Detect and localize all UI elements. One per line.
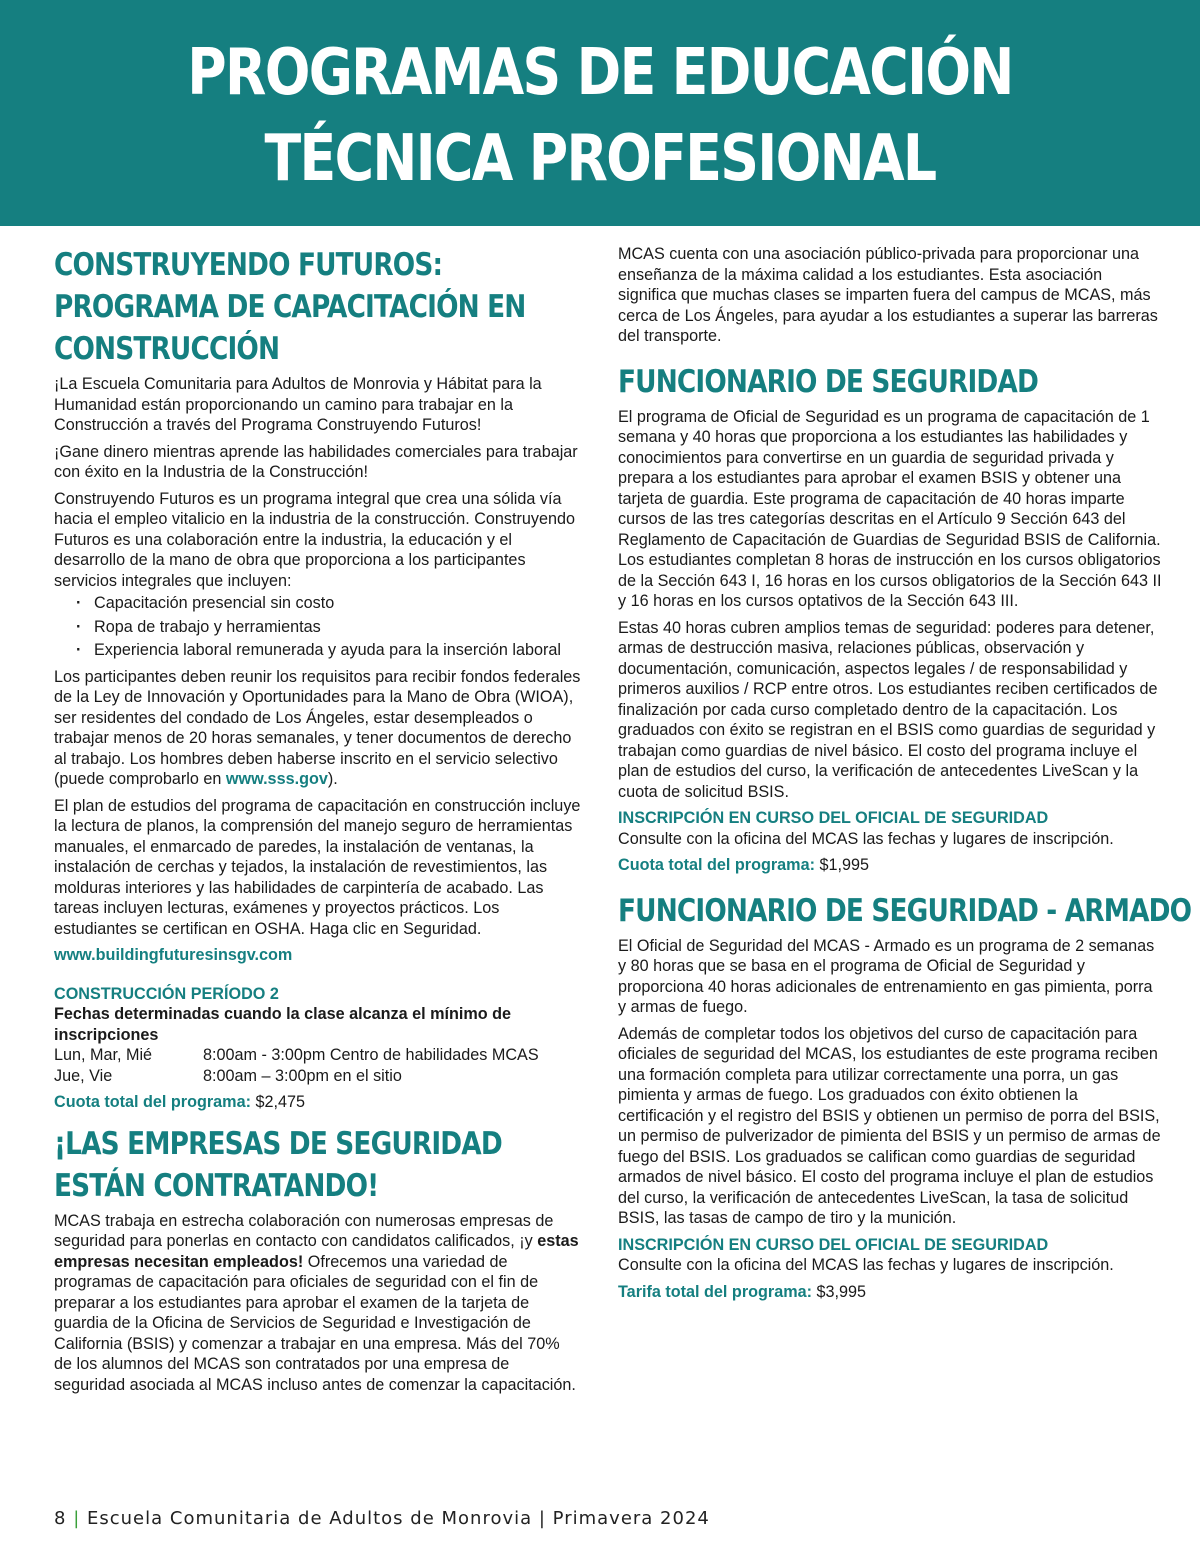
schedule-row [54,1045,582,1066]
footer-separator: | [73,1508,81,1529]
list-item: · Ropa de trabajo y herramientas [76,617,582,638]
eligibility-text: Los participantes deben reunir los requisitos para recibir fondos federales de la Ley de Innovación y Oportunidades para la Mano de Obra (WIOA), ser residentes del condado de Los Ángeles, estar desempleados o trabajar menos de 20 horas semanales, y tener documentos de derecho al trabajo. Los hombres deben haberse inscrito en el servicio selectivo (puede comprobarlo en [54,667,581,788]
page-title-line-1: PROGRAMAS DE EDUCACIÓN [187,36,1013,110]
enrollment-text: Consulte con la oficina del MCAS las fechas y lugares de inscripción. [618,829,1114,848]
program-description: Construyendo Futuros es un programa integral que crea una sólida vía hacia el empleo vitalicio en la industria de la construcción. Construyendo Futuros es una colaboración entre la industria, la educación y el desarrollo de la mano de obra que proporciona a los participantes servicios integrales que incluyen: [54,489,575,590]
right-column [618,244,1192,1308]
partnership-paragraph: MCAS cuenta con una asociación público-privada para proporcionar una enseñanza de la máxima calidad a los estudiantes. Esta asociación significa que muchas clases se imparten fuera del campus de MCAS, más cerca de Los Ángeles, para ayudar a los estudiantes a superar las barreras del transporte. [618,245,1158,345]
footer-text: Escuela Comunitaria de Adultos de Monrovia | Primavera 2024 [87,1508,710,1529]
hiring-heading [54,1123,503,1207]
building-futures-link[interactable]: www.buildingfuturesinsgv.com [54,946,293,964]
fee-label: Tarifa total del programa: [618,1282,812,1301]
security-fee [618,855,1163,876]
earn-paragraph: ¡Gane dinero mientras aprende las habilidades comerciales para trabajar con éxito en la Industria de la Construcción! [54,442,578,481]
schedule-days: Lun, Mar, Mié [54,1046,153,1064]
eligibility-paragraph [54,667,582,790]
fee-label: Cuota total del programa: [618,856,815,874]
list-item: · Capacitación presencial sin costo [76,593,582,614]
construction-heading-line-3: CONSTRUCCIÓN [54,331,280,367]
construction-heading-line-1: CONSTRUYENDO FUTUROS: [54,247,443,283]
services-list [54,593,582,661]
security-topics-paragraph: Estas 40 horas cubren amplios temas de seguridad: poderes para detener, armas de destrucción masiva, relaciones públicas, observación y documentación, comunicación, aspectos legales / de responsabilidad y primeros auxilios / RCP entre otros. Los estudiantes reciben certificados de finalización por cada curso completado dentro de la capacitación. Los graduados con éxito se registran en el BSIS como guardias de seguridad y trabajan como guardias de nivel básico. El costo del programa incluye el plan de estudios del curso, la verificación de antecedentes LiveScan y la cuota de solicitud BSIS. [618,618,1158,801]
curriculum-paragraph: El plan de estudios del programa de capacitación en construcción incluye la lectura de planos, la comprensión del manejo seguro de herramientas manuales, el enmarcado de paredes, la instalación de ventanas, la instalación de cerchas y tejados, la instalación de revestimientos, las molduras interiores y las habilidades de carpintería de acabado. Las tareas incluyen lecturas, exámenes y proyectos prácticos. Los estudiantes se certifican en OSHA. Haga clic en Seguridad. [54,796,581,938]
period-title: CONSTRUCCIÓN PERÍODO 2 [54,984,279,1003]
eligibility-end: ). [327,770,338,788]
page-number: 8 [54,1508,67,1529]
fee-value: $1,995 [819,856,869,874]
hiring-paragraph [54,1211,582,1396]
construction-heading [54,244,526,370]
sss-link[interactable]: www.sss.gov [225,770,328,788]
security-officer-heading: FUNCIONARIO DE SEGURIDAD [618,363,1038,400]
page-title-line-2: TÉCNICA PROFESIONAL [264,122,936,196]
schedule-time: 8:00am – 3:00pm en el sitio [203,1066,402,1085]
hiring-heading-line-2: ESTÁN CONTRATANDO! [54,1167,379,1204]
security-program-paragraph: El programa de Oficial de Seguridad es un programa de capacitación de 1 semana y 40 horas que proporciona a los estudiantes las habilidades y conocimientos para convertirse en un guardia de seguridad privada y prepara a los estudiantes para aprobar el examen BSIS y obtener una tarjeta de guardia. Este programa de capacitación de 40 horas imparte cursos de las tres categorías descritas en el Artículo 9 Sección 643 del Reglamento de Capacitación de Guardias de Seguridad BSIS de California. Los estudiantes completan 8 horas de instrucción en los cursos obligatorios de la Sección 643 I, 16 horas en los cursos obligatorios de la Sección 643 II y 16 horas en los cursos optativos de la Sección 643 III. [618,407,1162,610]
enrollment-title: INSCRIPCIÓN EN CURSO DEL OFICIAL DE SEGURIDAD [618,809,1049,827]
left-column [54,244,582,1401]
fee-label: Cuota total del programa: [54,1093,251,1111]
enrollment-title: INSCRIPCIÓN EN CURSO DEL OFICIAL DE SEGURIDAD [618,1235,1049,1254]
page-title [96,0,1104,202]
dates-note: Fechas determinadas cuando la clase alcanza el mínimo de inscripciones [54,1005,512,1044]
armed-objectives-paragraph: Además de completar todos los objetivos del curso de capacitación para oficiales de seguridad del MCAS, los estudiantes de este programa reciben una formación completa para utilizar correctamente una porra, un gas pimienta y armas de fuego. Los graduados con éxito obtienen la certificación y el registro del BSIS y obtienen un permiso de porra del BSIS, un permiso de pulverizador de pimienta del BSIS y un permiso de armas de fuego del BSIS. Los graduados se califican como guardias de seguridad armados de nivel básico. El costo del programa incluye el plan de estudios del curso, la verificación de antecedentes LiveScan, la tasa de solicitud BSIS, las tasas de campo de tiro y la munición. [618,1024,1161,1227]
construction-heading-line-2: PROGRAMA DE CAPACITACIÓN EN [54,289,526,325]
armed-program-paragraph: El Oficial de Seguridad del MCAS - Armado es un programa de 2 semanas y 80 horas que se basa en el programa de Oficial de Seguridad y proporciona 40 horas adicionales de entrenamiento en gas pimienta, porra y armas de fuego. [618,936,1155,1016]
hiring-text-end: Ofrecemos una variedad de programas de capacitación para oficiales de seguridad con el fin de preparar a los estudiantes para aprobar el examen de la tarjeta de guardia de la Oficina de Servicios de Seguridad e Investigación de California (BSIS) y comenzar a trabajar en una empresa. Más del 70% de los alumnos del MCAS son contratados por una empresa de seguridad asociada al MCAS incluso antes de comenzar la capacitación. [54,1252,576,1394]
hiring-heading-line-1: ¡LAS EMPRESAS DE SEGURIDAD [54,1125,502,1162]
schedule-time: 8:00am - 3:00pm Centro de habilidades MCAS [203,1046,539,1064]
fee-value: $3,995 [816,1282,866,1301]
enrollment-text: Consulte con la oficina del MCAS las fechas y lugares de inscripción. [618,1256,1114,1274]
construction-fee [54,1092,582,1113]
list-item: · Experiencia laboral remunerada y ayuda para la inserción laboral [76,640,582,661]
schedule-days: Jue, Vie [54,1066,113,1085]
schedule-row [54,1066,582,1087]
hiring-emphasis: estas empresas necesitan empleados! [54,1232,579,1271]
title-banner [0,0,1200,226]
hiring-text: MCAS trabaja en estrecha colaboración con numerosas empresas de seguridad para ponerlas en contacto con candidatos calificados, ¡y [54,1211,554,1250]
armed-fee [618,1282,1163,1303]
page-footer [54,1508,710,1529]
armed-officer-heading: FUNCIONARIO DE SEGURIDAD - ARMADO [618,892,1192,929]
fee-value: $2,475 [255,1093,305,1111]
intro-paragraph: ¡La Escuela Comunitaria para Adultos de Monrovia y Hábitat para la Humanidad están proporcionando un camino para trabajar en la Construcción a través del Programa Construyendo Futuros! [54,375,542,434]
